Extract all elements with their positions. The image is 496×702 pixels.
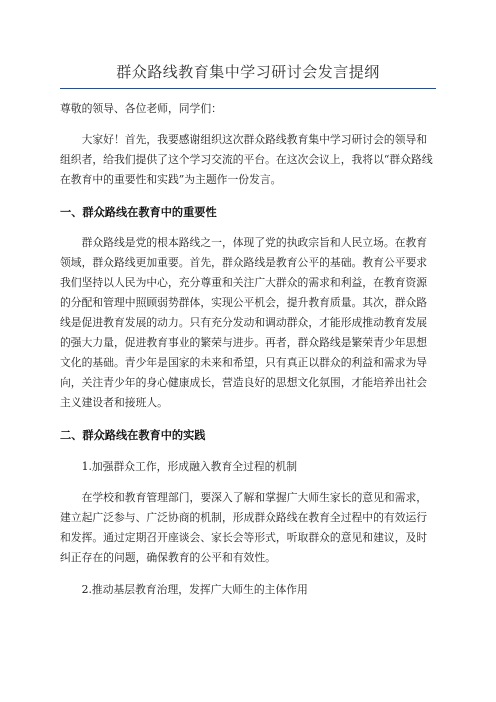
section-heading-practice: 二、群众路线在教育中的实践 [60, 429, 206, 442]
practice-item-2-title: 2.推动基层教育治理，发挥广大师生的主体作用 [81, 583, 308, 596]
title-underline [60, 88, 436, 89]
intro-paragraph: 大家好！首先，我要感谢组织这次群众路线教育集中学习研讨会的领导和组织者，给我们提供了这个学习交流的平台。在这次会议上，我将以“群众路线在教育中的重要性和实践”为主题作一份发言。 [60, 133, 433, 186]
section-importance-body: 群众路线是党的根本路线之一，体现了党的执政宗旨和人民立场。在教育领域，群众路线更加重要。首先，群众路线是教育公平的基础。教育公平要求我们坚持以人民为中心，充分尊重和关注广大群众的需求和利益，在教育资源的分配和管理中照顾弱势群体，实现公平机会，提升教育质量。其次，群众路线是促进教育发展的动力。只有充分发动和调动群众，才能形成推动教育发展的强大力量，促进教育事业的繁荣与进步。再者，群众路线是繁荣青少年思想文化的基础。青少年是国家的未来和希望，只有真正以群众的利益和需求为导向，关注青少年的身心健康成长，营造良好的思想文化氛围，才能培养出社会主义建设者和接班人。 [60, 236, 428, 409]
greeting: 尊敬的领导、各位老师，同学们： [60, 102, 222, 115]
practice-item-1-body: 在学校和教育管理部门，要深入了解和掌握广大师生家长的意见和需求，建立起广泛参与、广泛协商的机制，形成群众路线在教育全过程中的有效运行和发挥。通过定期召开座谈会、家长会等形式，听取群众的意见和建议，及时纠正存在的问题，确保教育的公平和有效性。 [60, 491, 428, 564]
document-title: 群众路线教育集中学习研讨会发言提纲 [116, 63, 380, 81]
section-heading-importance: 一、群众路线在教育中的重要性 [60, 206, 217, 219]
practice-item-1-title: 1.加强群众工作，形成融入教育全过程的机制 [81, 460, 298, 473]
